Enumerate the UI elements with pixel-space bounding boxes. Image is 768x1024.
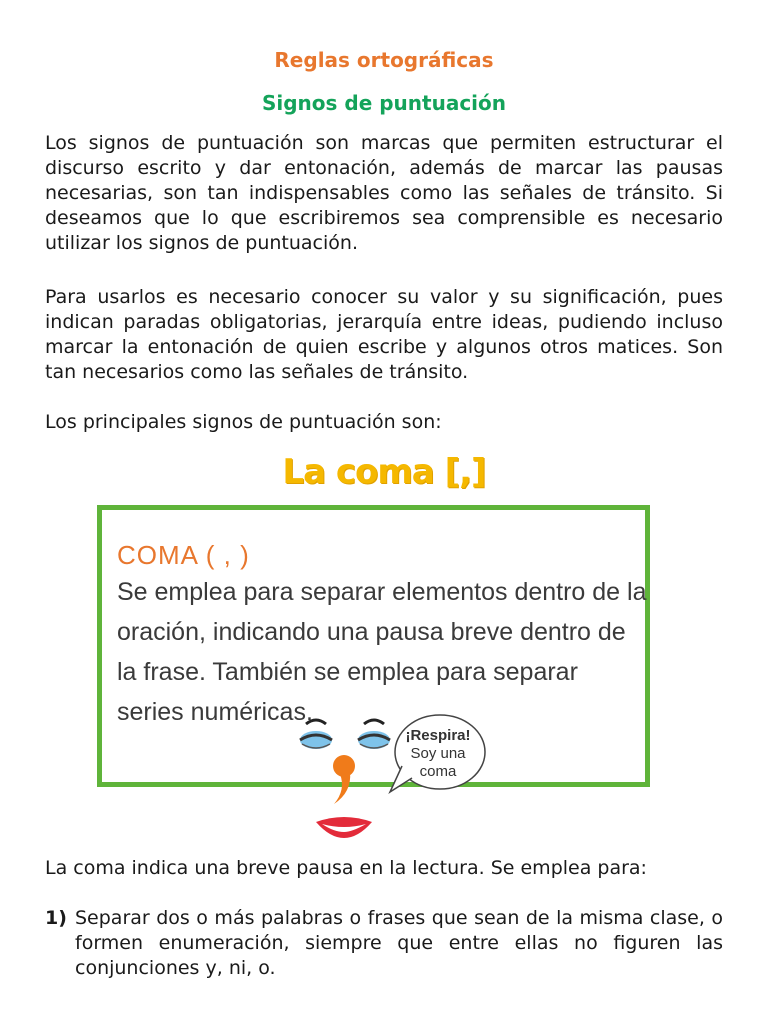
paragraph-list-intro: Los principales signos de puntuación son:: [45, 411, 442, 433]
page-subtitle: Signos de puntuación: [261, 91, 507, 115]
coma-heading: La coma [,]: [282, 452, 486, 492]
page-title: Reglas ortográficas: [274, 48, 494, 72]
paragraph-coma-usage: La coma indica una breve pausa en la lectura. Se emplea para:: [45, 857, 647, 879]
comma-face-illustration: [292, 712, 402, 842]
bubble-line-1: ¡Respira!: [405, 727, 471, 744]
bubble-line-3: coma: [419, 763, 457, 780]
card-title: COMA ( , ): [117, 540, 250, 570]
list-item-number: 1): [45, 907, 67, 929]
list-item-text: Separar dos o más palabras o frases que sean de la misma clase, o formen enumeración, siempre que entre ellas no figuren las conjunciones y, ni, o.: [75, 907, 723, 979]
card-text: Se emplea para separar elementos dentro de la oración, indicando una pausa breve dentro de la frase. También se emplea para separar series numéricas.: [117, 578, 647, 726]
paragraph-usage: Para usarlos es necesario conocer su valor y su significación, pues indican paradas obligatorias, jerarquía entre ideas, pudiendo incluso marcar la entonación de quien escribe y algunos otros matices. Son tan necesarios como las señales de tránsito.: [45, 286, 723, 383]
paragraph-intro: Los signos de puntuación son marcas que permiten estructurar el discurso escrito y dar entonación, además de marcar las pausas necesarias, son tan indispensables como las señales de tránsito. Si deseamos que lo que escribiremos sea comprensible es necesario utilizar los signos de puntuación.: [45, 132, 723, 254]
bubble-line-2: Soy una: [410, 745, 466, 762]
speech-bubble-text: [388, 727, 488, 781]
